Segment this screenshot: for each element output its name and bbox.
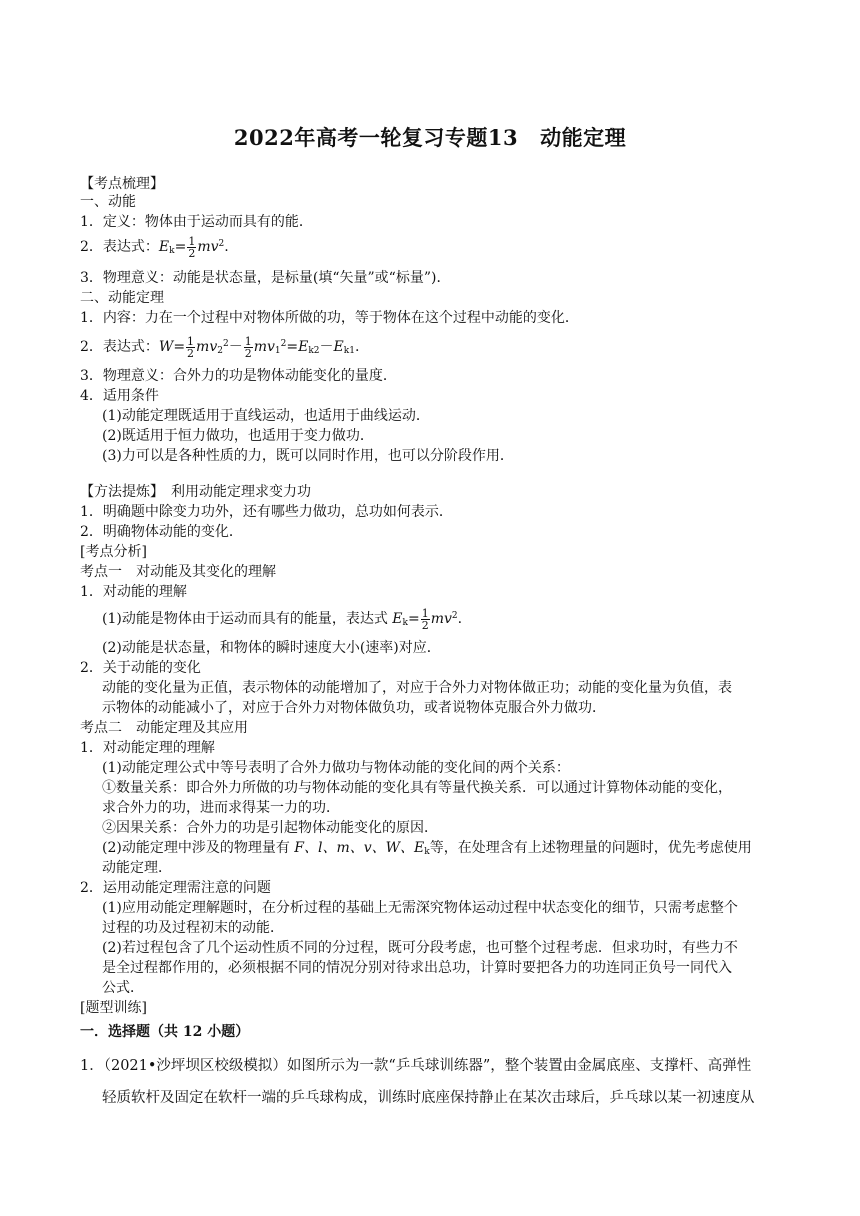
sec2-expr-prefix: 2．表达式： — [80, 339, 159, 355]
sec1-meaning: 3．物理意义：动能是状态量，是标量(填“矢量”或“标量”)． — [80, 270, 451, 286]
sec1-expr — [80, 234, 229, 261]
sec1-ek: E — [158, 239, 170, 255]
sec2-frac-a-den: 2 — [187, 346, 195, 360]
sec2-expr — [80, 334, 359, 361]
kd1-a1-mv: mv — [430, 611, 452, 627]
kd2-a1: (1)动能定理公式中等号表明了合外力做功与物体动能的变化间的两个关系： — [102, 760, 570, 776]
kd1-b2: 示物体的动能减小了，对应于合外力对物体做负功，或者说物体克服合外力做功． — [102, 700, 606, 716]
sec2-sup1: 2 — [280, 339, 287, 349]
kd1-heading: 考点一 对动能及其变化的理解 — [80, 564, 276, 580]
kd2-b4: 是全过程都作用的，必须根据不同的情况分别对待求出总功，计算时要把各力的功连同正负号一同代入 — [102, 960, 732, 976]
kd1-a1-fraction — [421, 608, 430, 631]
kd1-a1-eq: = — [407, 611, 420, 627]
method-p1: 1．明确题中除变力功外，还有哪些力做功，总功如何表示． — [80, 504, 453, 520]
kd1-b1: 动能的变化量为正值，表示物体的动能增加了，对应于合外力对物体做正功；动能的变化量为负值，表 — [102, 680, 732, 696]
kd2-a3: 求合外力的功，进而求得某一力的功． — [102, 800, 340, 816]
sec2-ek2-sub: k2 — [308, 346, 320, 356]
kd2-a6: 动能定理． — [102, 860, 172, 876]
sec2-minus: － — [228, 339, 243, 355]
sec2-eq2: = — [286, 339, 299, 355]
sec1-heading: 一、动能 — [80, 194, 136, 210]
kaodian-header: 【考点梳理】 — [80, 176, 164, 192]
kd2-heading: 考点二 动能定理及其应用 — [80, 720, 248, 736]
sec2-meaning: 3．物理意义：合外力的功是物体动能变化的量度． — [80, 368, 397, 384]
kd2-a4: ②因果关系：合外力的功是引起物体动能变化的原因． — [102, 820, 438, 836]
sec2-fraction-a — [186, 336, 195, 359]
kd1-a1-sup: 2 — [451, 611, 458, 621]
kd1-sub1: 1．对动能的理解 — [80, 584, 187, 600]
kd2-a5-vars: F、l、m、v、W、E — [294, 840, 425, 856]
kd2-b3: (2)若过程包含了几个运动性质不同的分过程，既可分段考虑，也可整个过程考虑．但求功时，有些力不 — [102, 940, 738, 956]
sec2-cond2: (2)既适用于恒力做功，也适用于变力做功． — [102, 428, 374, 444]
kd2-a2: ①数量关系：即合外力所做的功与物体动能的变化具有等量代换关系．可以通过计算物体动能的变化， — [102, 780, 732, 796]
kd2-b1: (1)应用动能定理解题时，在分析过程的基础上无需深究物体运动过程中状态变化的细节，只需考虑整个 — [102, 900, 738, 916]
kd2-a5-suffix: 等，在处理含有上述物理量的问题时，优先考虑使用 — [429, 840, 752, 856]
kd1-a1-prefix: (1)动能是物体由于运动而具有的能量，表达式 — [102, 611, 393, 627]
sec2-sub1: 1 — [274, 346, 281, 356]
sec1-ek-sub: k — [169, 246, 175, 256]
sec1-def: 1．定义：物体由于运动而具有的能． — [80, 214, 313, 230]
sec2-frac-b-num: 1 — [244, 334, 252, 348]
kd2-b2: 过程的功及过程初末的动能． — [102, 920, 284, 936]
kd2-b5: 公式． — [102, 980, 144, 996]
title-main: 2022年高考一轮复习专题13 — [233, 125, 519, 150]
sec1-eq: = — [174, 239, 187, 255]
sec2-cond3: (3)力可以是各种性质的力，既可以同时作用，也可以分阶段作用． — [102, 448, 514, 464]
sec2-frac-a-num: 1 — [187, 334, 195, 348]
sec1-end: . — [224, 239, 229, 255]
kd2-a5-sub: k — [424, 847, 430, 857]
sec2-heading: 二、动能定理 — [80, 290, 164, 306]
sec2-cond-heading: 4．适用条件 — [80, 388, 159, 404]
sec1-mv: mv — [197, 239, 219, 255]
sec2-frac-b-den: 2 — [244, 346, 252, 360]
sec2-mv1: mv — [253, 339, 275, 355]
sec2-cond1: (1)动能定理既适用于直线运动，也适用于曲线运动． — [102, 408, 430, 424]
sec1-sup: 2 — [218, 239, 225, 249]
sec2-sup2: 2 — [222, 339, 229, 349]
kd2-sub1: 1．对动能定理的理解 — [80, 740, 215, 756]
q1-line2: 轻质软杆及固定在软杆一端的乒乓球构成，训练时底座保持静止在某次击球后，乒乓球以某一初速度从 — [102, 1090, 755, 1106]
kd2-a5 — [102, 838, 752, 862]
kd1-sub2: 2．关于动能的变化 — [80, 660, 201, 676]
method-p2: 2．明确物体动能的变化． — [80, 524, 243, 540]
kd1-a1-end: . — [457, 611, 463, 627]
sec1-fraction — [187, 236, 196, 259]
sec2-ek2: E — [298, 339, 309, 355]
kd1-a1-num: 1 — [421, 606, 429, 620]
kd1-a1 — [102, 606, 462, 633]
method-header: 【方法提炼】 利用动能定理求变力功 — [80, 484, 311, 500]
sec2-minus2: － — [319, 339, 334, 355]
sec2-sub2: 2 — [217, 346, 223, 356]
page-title — [0, 122, 860, 152]
sec2-ek1-sub: k1 — [343, 346, 355, 356]
sec2-ek1: E — [333, 339, 344, 355]
training-header: [题型训练] — [80, 1000, 147, 1016]
sec2-eq: = — [173, 339, 186, 355]
kd2-sub2: 2．运用动能定理需注意的问题 — [80, 880, 271, 896]
title-sub: 动能定理 — [540, 125, 627, 150]
q1-line1: 1．（2021•沙坪坝区校级模拟）如图所示为一款“乒乓球训练器”，整个装置由金属底座、支撑杆、高弹性 — [80, 1058, 752, 1074]
kd1-a1-e: E — [392, 611, 403, 627]
sec1-expr-prefix: 2．表达式： — [80, 239, 159, 255]
sec2-fraction-b — [244, 336, 253, 359]
sec2-content: 1．内容：力在一个过程中对物体所做的功，等于物体在这个过程中动能的变化． — [80, 310, 579, 326]
kd1-a1-den: 2 — [421, 618, 429, 632]
choice-header: 一．选择题（共 12 小题） — [80, 1024, 250, 1040]
sec1-frac-den: 2 — [188, 246, 196, 260]
kd1-a2: (2)动能是状态量，和物体的瞬时速度大小(速率)对应． — [102, 640, 441, 656]
sec1-frac-num: 1 — [188, 234, 196, 248]
kd2-a5-prefix: (2)动能定理中涉及的物理量有 — [102, 840, 295, 856]
sec2-end: . — [354, 339, 360, 355]
sec2-w: W — [158, 339, 174, 355]
kd1-a1-sub: k — [402, 618, 408, 628]
analysis-header: [考点分析] — [80, 544, 147, 560]
sec2-mv2: mv — [196, 339, 218, 355]
